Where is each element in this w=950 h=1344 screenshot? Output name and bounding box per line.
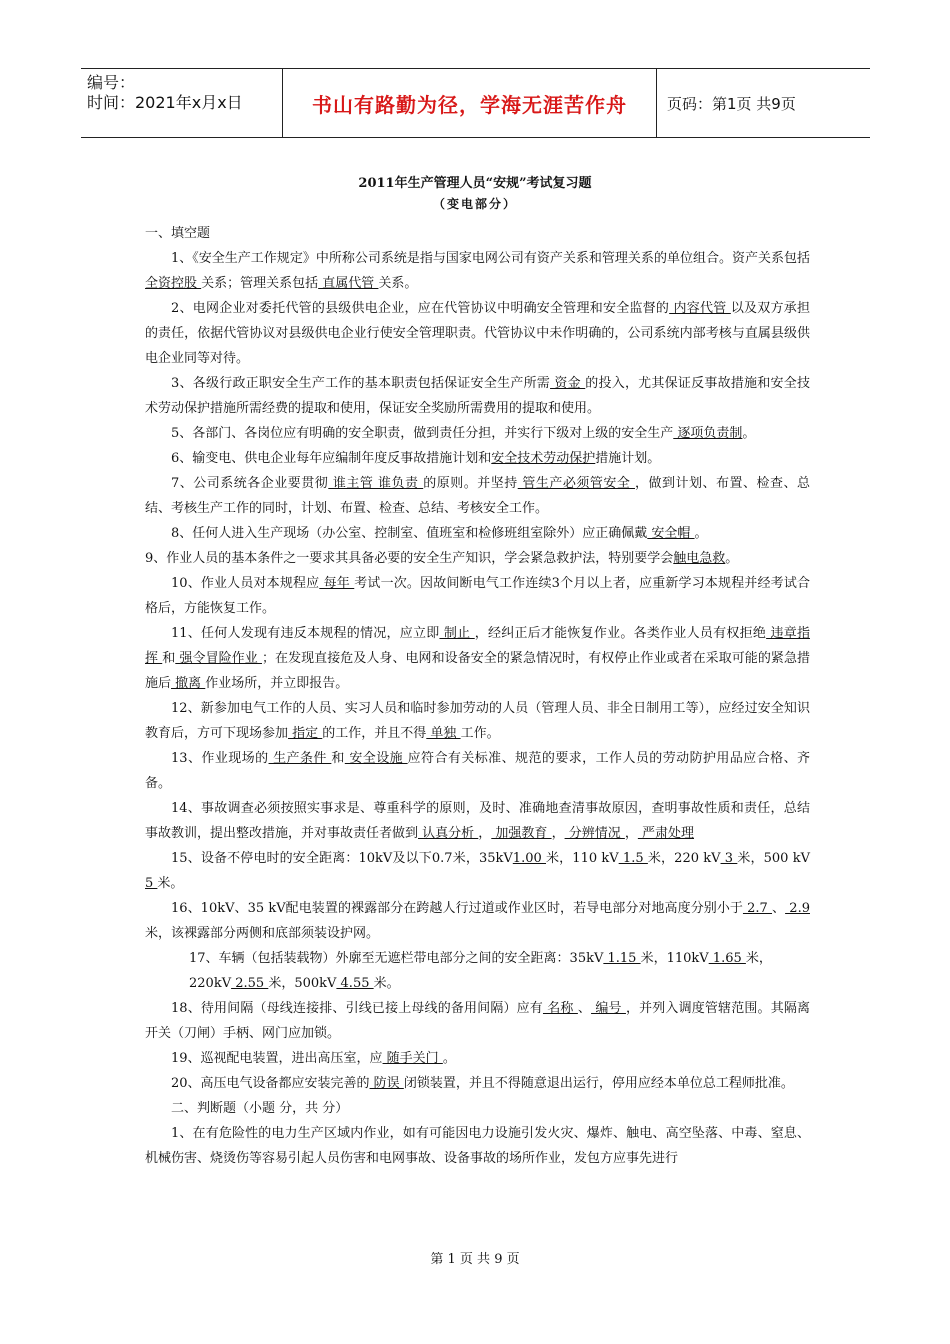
answer: 防误 — [369, 1076, 404, 1091]
text: 米，500 kV — [737, 851, 810, 866]
answer: 3 — [720, 851, 738, 866]
text: 220kV — [189, 976, 232, 991]
text: 关系；管理关系包括 — [201, 276, 319, 291]
question-18 — [145, 996, 810, 1046]
answer: 制止 — [439, 626, 475, 641]
text: 和 — [162, 651, 176, 666]
answer: 强令冒险作业 — [175, 651, 262, 666]
text: ，并列入调度管辖范围。其隔离开关（刀闸）手柄、网门应加锁。 — [145, 1001, 811, 1041]
text: 应符合有关标准、规范的要求，工作人员的劳动防护用品应合格、齐备。 — [145, 751, 810, 791]
text: 米，110 kV — [546, 851, 619, 866]
text: 8、任何人进入生产现场（办公室、控制室、值班室和检修班组室除外）应正确佩戴 — [171, 526, 648, 541]
document-subtitle: （变电部分） — [432, 197, 517, 211]
answer: 4.55 — [336, 976, 374, 991]
section-heading-2: 二、判断题（小题 分，共 分） — [171, 1101, 349, 1116]
date-label: 时间：2021年x月x日 — [87, 93, 243, 112]
answer: 5 — [145, 876, 158, 891]
question-17-continued — [145, 971, 810, 996]
judge-question-1: 1、在有危险性的电力生产区域内作业，如有可能因电力设施引发火灾、爆炸、触电、高空坠落、中毒、窒息、机械伤害、烧烫伤等容易引起人员伤害和电网事故、设备事故的场所作业，发包方应事先进行 — [145, 1126, 810, 1166]
answer: 全资控股 — [145, 276, 202, 291]
text: 14、事故调查必须按照实事求是、尊重科学的原则，及时、准确地查清事故原因，查明事故性质和责任，总结事故教训，提出整改措施，并对事故责任者做到 — [145, 801, 810, 841]
text: 米，220 kV — [647, 851, 721, 866]
answer: 编号 — [591, 1001, 626, 1016]
answer: 单独 — [426, 726, 461, 741]
text: 5、各部门、各岗位应有明确的安全职责，做到责任分担，并实行下级对上级的安全生产 — [171, 426, 674, 441]
text: 15、设备不停电时的安全距离：10kV及以下0.7米，35kV — [171, 851, 513, 866]
text: 的投入，尤其保证反事故措施和安全技术劳动保护措施所需经费的提取和使用，保证安全奖励所需费用的提取和使用。 — [145, 376, 810, 416]
answer: 谁主管 谁负责 — [328, 476, 424, 491]
page-indicator: 页码：第1页 共9页 — [667, 94, 796, 113]
text: ，经纠正后才能恢复作业。各类作业人员有权拒绝 — [474, 626, 767, 641]
question-15 — [145, 846, 810, 896]
motto: 书山有路勤为径，学海无涯苦作舟 — [282, 69, 657, 137]
text: 。 — [725, 551, 739, 566]
text: 6、输变电、供电企业每年应编制年度反事故措施计划和 — [171, 451, 492, 466]
text: 措施计划。 — [595, 451, 661, 466]
text: 18、待用间隔（母线连接排、引线已接上母线的备用间隔）应有 — [171, 1001, 543, 1016]
question-19 — [145, 1046, 810, 1071]
question-1 — [145, 246, 810, 296]
text: 13、作业现场的 — [171, 751, 269, 766]
text: 闭锁装置，并且不得随意退出运行，停用应经本单位总工程师批准。 — [403, 1076, 794, 1091]
answer: 资金 — [550, 376, 586, 391]
question-5 — [145, 421, 810, 446]
answer: 逐项负责制 — [673, 426, 743, 441]
document-body — [145, 221, 810, 1171]
text: 和 — [331, 751, 345, 766]
text: 17、车辆（包括装载物）外廓至无遮栏带电部分之间的安全距离：35kV — [189, 951, 604, 966]
answer: 直属代管 — [318, 276, 379, 291]
header-meta — [81, 69, 282, 137]
answer: 生产条件 — [268, 751, 332, 766]
text: ， — [478, 826, 492, 841]
text: 11、任何人发现有违反本规程的情况，应立即 — [171, 626, 440, 641]
text: ，做到计划、布置、检查、总结、考核生产工作的同时，计划、布置、检查、总结、考核安全工作。 — [145, 476, 810, 516]
answer: 加强教育 — [491, 826, 552, 841]
answer: 2.7 — [742, 901, 773, 916]
text: 。 — [442, 1051, 456, 1066]
answer: 内容代管 — [669, 301, 731, 316]
answer: 1.65 — [708, 951, 746, 966]
page-header — [81, 68, 870, 138]
answer: 名称 — [542, 1001, 578, 1016]
answer: 2.9 — [785, 901, 810, 916]
answer: 认真分析 — [418, 826, 479, 841]
question-10 — [145, 571, 810, 621]
text: ；在发现直接危及人身、电网和设备安全的紧急情况时，有权停止作业或者在采取可能的紧急措施后 — [145, 651, 810, 691]
answer: 违章指挥 — [145, 626, 810, 666]
question-8 — [145, 521, 810, 546]
text: ， — [624, 826, 638, 841]
text: 米， — [745, 951, 772, 966]
page-footer: 第 1 页 共 9 页 — [430, 1252, 520, 1267]
text: 米，500kV — [268, 976, 337, 991]
text: 9、作业人员的基本条件之一要求其具备必要的安全生产知识，学会紧急救护法，特别要学会 — [145, 551, 674, 566]
answer: 随手关门 — [382, 1051, 443, 1066]
text: 10、作业人员对本规程应 — [171, 576, 320, 591]
text: 工作。 — [460, 726, 500, 741]
answer: 指定 — [288, 726, 323, 741]
text: 19、巡视配电装置，进出高压室，应 — [171, 1051, 383, 1066]
answer: 管生产必须管安全 — [517, 476, 635, 491]
answer: 触电急救 — [673, 551, 726, 566]
text: 米。 — [157, 876, 184, 891]
text: 20、高压电气设备都应安装完善的 — [171, 1076, 370, 1091]
answer: 2.55 — [231, 976, 269, 991]
text: 关系。 — [378, 276, 418, 291]
question-6 — [145, 446, 810, 471]
text: 16、10kV、35 kV配电装置的裸露部分在跨越人行过道或作业区时，若导电部分对地高度分别小于 — [171, 901, 743, 916]
text: 7、公司系统各企业要贯彻 — [171, 476, 329, 491]
answer: 1.00 — [512, 851, 547, 866]
text: 2、电网企业对委托代管的县级供电企业，应在代管协议中明确安全管理和安全监督的 — [171, 301, 670, 316]
question-14 — [145, 796, 810, 846]
serial-label: 编号： — [87, 73, 136, 92]
question-13 — [145, 746, 810, 796]
question-17 — [145, 946, 810, 971]
question-12 — [145, 696, 810, 746]
question-20 — [145, 1071, 810, 1096]
text: 以及双方承担的责任，依据代管协议对县级供电企业行使安全管理职责。代管协议中未作明确的，公司系统内部考核与直属县级供电企业同等对待。 — [145, 301, 810, 366]
text: 。 — [694, 526, 708, 541]
answer: 撤离 — [171, 676, 206, 691]
text: 3、各级行政正职安全生产工作的基本职责包括保证安全生产所需 — [171, 376, 551, 391]
text: 米。 — [373, 976, 400, 991]
text: 。 — [742, 426, 756, 441]
question-11 — [145, 621, 810, 696]
answer: 分辨情况 — [564, 826, 625, 841]
answer: 严肃处理 — [637, 826, 694, 841]
text: 考试一次。因故间断电气工作连续3个月以上者，应重新学习本规程并经考试合格后，方能恢复工作。 — [145, 576, 811, 616]
question-3 — [145, 371, 810, 421]
section-heading: 一、填空题 — [145, 226, 211, 241]
question-16 — [145, 896, 810, 946]
document-title: 2011年生产管理人员“安规”考试复习题 — [358, 176, 592, 191]
question-7 — [145, 471, 810, 521]
text: 、 — [577, 1001, 592, 1016]
text: 作业场所，并立即报告。 — [205, 676, 349, 691]
text: 的原则。并坚持 — [423, 476, 518, 491]
answer: 1.5 — [618, 851, 648, 866]
answer: 1.15 — [603, 951, 641, 966]
answer: 安全帽 — [647, 526, 695, 541]
text: 米，110kV — [640, 951, 709, 966]
text: 1、《安全生产工作规定》中所称公司系统是指与国家电网公司有资产关系和管理关系的单位组合。资产关系包括 — [171, 251, 810, 266]
text: ， — [551, 826, 565, 841]
answer: 安全技术劳动保护 — [491, 451, 596, 466]
question-9 — [145, 546, 810, 571]
text: 、 — [772, 901, 786, 916]
text: 的工作，并且不得 — [322, 726, 427, 741]
text: 12、新参加电气工作的人员、实习人员和临时参加劳动的人员（管理人员、非全日制用工等），应经过安全知识教育后，方可下现场参加 — [145, 701, 810, 741]
answer: 安全设施 — [344, 751, 408, 766]
question-2 — [145, 296, 810, 371]
text: 米，该裸露部分两侧和底部须装设护网。 — [145, 926, 380, 941]
answer: 每年 — [319, 576, 355, 591]
